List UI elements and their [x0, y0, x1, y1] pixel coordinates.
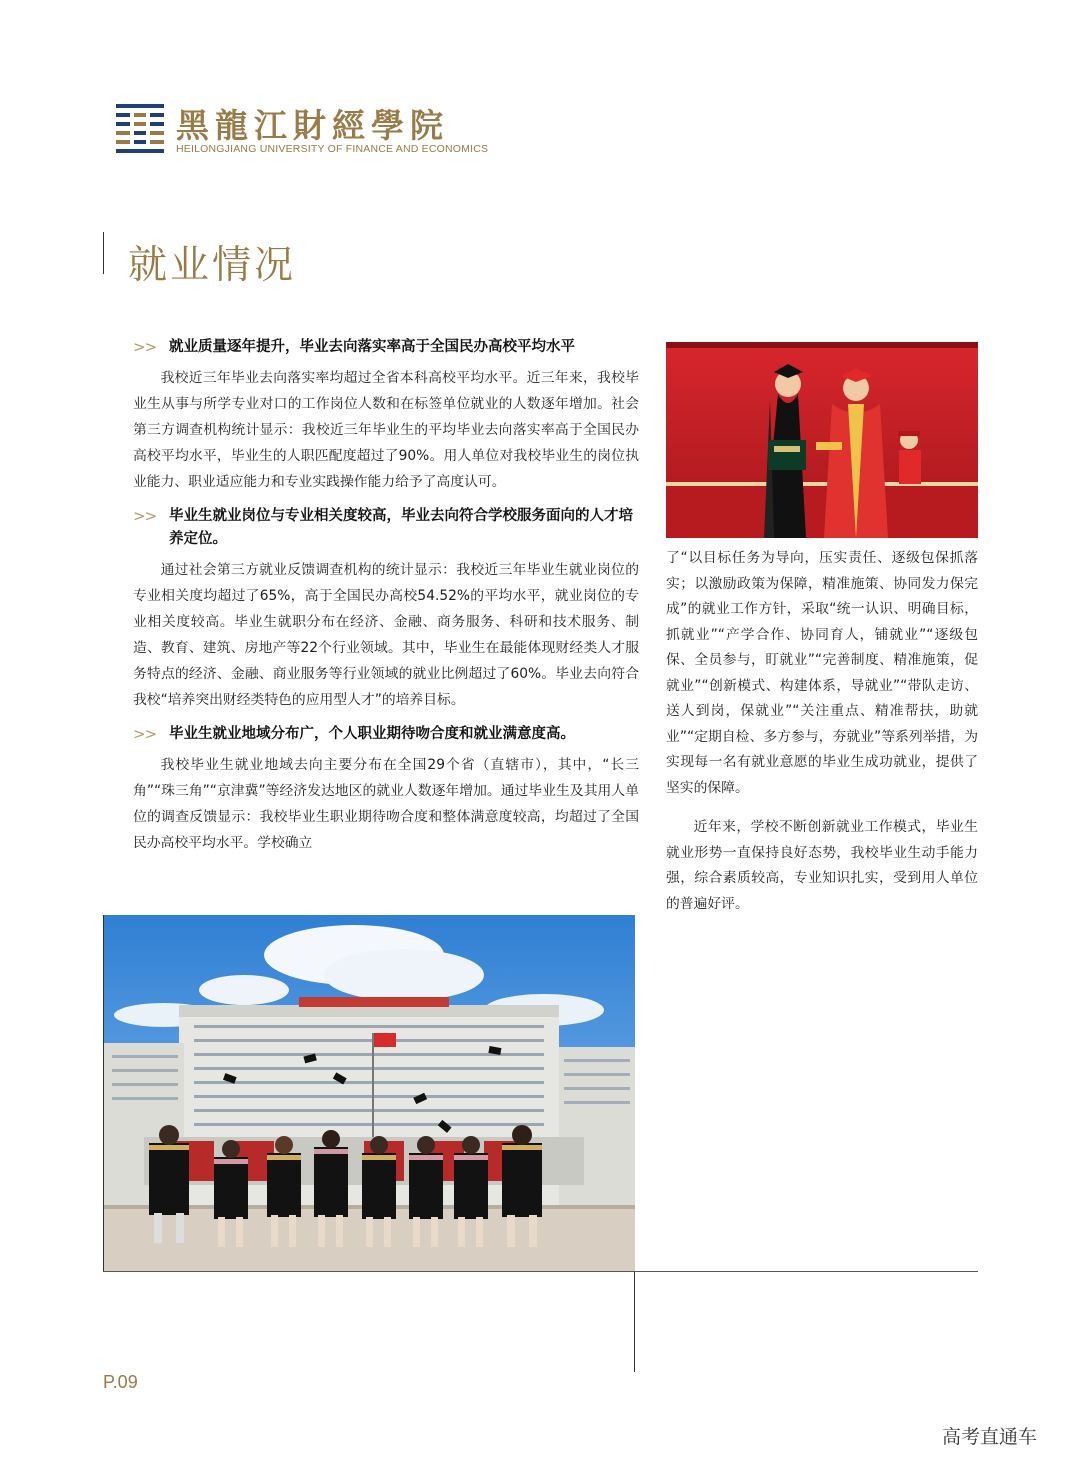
section-heading	[133, 723, 639, 746]
continued-paragraph: 了“以目标任务为导向，压实责任、逐级包保抓落实；以激励政策为保障，精准施策、协同发力保完成”的就业工作方针，采取“统一认识、明确目标，抓就业”“产学合作、协同育人，铺就业”“逐级包保、全员参与，盯就业”“完善制度、精准施策，促就业”“创新模式、构建体系，导就业”“带队走访、送人到岗，保就业”“关注重点、精准帮扶，助就业”“定期自检、多方参与，夯就业”等系列举措，为实现每一名有就业意愿的毕业生成功就业，提供了坚实的保障。	[666, 550, 978, 796]
double-chevron-icon: >>	[133, 338, 157, 356]
double-chevron-icon: >>	[133, 725, 157, 743]
graduation-ceremony-photo	[666, 342, 978, 538]
section-heading-text: 就业质量逐年提升，毕业去向落实率高于全国民办高校平均水平	[169, 339, 575, 355]
main-text-column	[133, 336, 639, 866]
source-watermark: 高考直通车	[942, 1426, 1038, 1448]
double-chevron-icon: >>	[133, 507, 157, 525]
campus-graduates-photo	[104, 915, 635, 1271]
closing-paragraph: 近年来，学校不断创新就业工作模式，毕业生就业形势一直保持良好态势，我校毕业生动手能力强，综合素质较高，专业知识扎实，受到用人单位的普遍好评。	[666, 819, 978, 912]
school-name-cn: 黑龍江財經學院	[176, 106, 449, 145]
section-paragraph: 我校毕业生就业地域去向主要分布在全国29个省（直辖市），其中，“长三角”“珠三角”“京津冀”等经济发达地区的就业人数逐年增加。通过毕业生及其用人单位的调查反馈显示：我校毕业生职业期待吻合度和整体满意度较高，均超过了全国民办高校平均水平。学校确立	[133, 757, 639, 851]
section-paragraph: 我校近三年毕业去向落实率均超过全省本科高校平均水平。近三年来，我校毕业生从事与所学专业对口的工作岗位人数和在标签单位就业的人数逐年增加。社会第三方调查机构统计显示：我校近三年毕业生的平均毕业去向落实率高于全国民办高校平均水平，毕业生的人职匹配度超过了90%。用人单位对我校毕业生的岗位执业能力、职业适应能力和专业实践操作能力给予了高度认可。	[133, 370, 639, 490]
school-name-en: HEILONGJIANG UNIVERSITY OF FINANCE AND ECONOMICS	[176, 143, 489, 155]
section-heading-text: 毕业生就业岗位与专业相关度较高，毕业去向符合学校服务面向的人才培养定位。	[169, 508, 633, 547]
section-paragraph: 通过社会第三方就业反馈调查机构的统计显示：我校近三年毕业生就业岗位的专业相关度均超过了65%，高于全国民办高校54.52%的平均水平，就业岗位的专业相关度较高。毕业生就职分布在经济、金融、商务服务、科研和技术服务、制造、教育、建筑、房地产等22个行业领域。其中，毕业生在最能体现财经类人才服务特点的经济、金融、商业服务等行业领域的就业比例超过了60%。毕业去向符合我校“培养突出财经类特色的应用型人才”的培养目标。	[133, 562, 639, 708]
page-title: 就业情况	[128, 243, 297, 288]
frame-line-left-top	[103, 232, 104, 274]
section-heading	[133, 505, 639, 551]
section-heading-text: 毕业生就业地域分布广，个人职业期待吻合度和就业满意度高。	[169, 726, 575, 742]
school-logo-icon	[116, 104, 164, 154]
frame-line-middle	[634, 1272, 635, 1372]
frame-line-bottom	[103, 1271, 978, 1272]
right-text-column	[666, 546, 978, 917]
page-number: P.09	[103, 1372, 138, 1392]
section-heading	[133, 336, 639, 359]
